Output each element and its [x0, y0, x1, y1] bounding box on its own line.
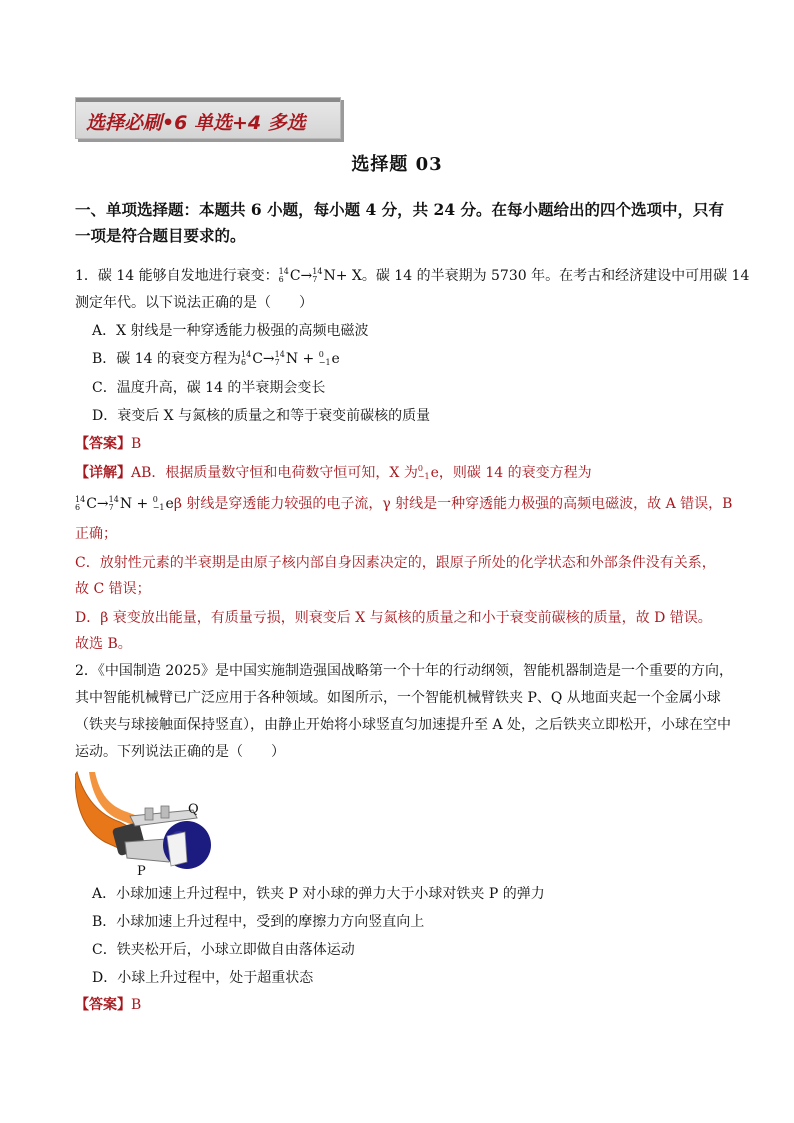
section-banner: [75, 97, 341, 139]
answer-value: B: [131, 436, 142, 452]
answer-label: 【答案】: [75, 997, 131, 1013]
eq-plus-x: + X: [335, 268, 362, 284]
q2-stem-line4: 运动。下列说法正确的是（ ）: [75, 744, 285, 760]
q1-option-a: A．X 射线是一种穿透能力极强的高频电磁波: [92, 323, 369, 339]
q1-option-b-text: B．碳 14 的衰变方程为: [92, 351, 242, 367]
q2-option-a: A．小球加速上升过程中，铁夹 P 对小球的弹力大于小球对铁夹 P 的弹力: [92, 886, 545, 902]
q1-answer: [75, 434, 141, 454]
q1-detail-line5: 故 C 错误；: [75, 581, 151, 597]
page-title: 选择题 03: [351, 154, 443, 175]
q2-option-d: D．小球上升过程中，处于超重状态: [92, 970, 314, 986]
robot-arm-illustration: [75, 770, 220, 880]
banner-text: 选择必刷•6 单选+4 多选: [86, 112, 306, 134]
detail-label: 【详解】: [75, 465, 131, 481]
figure-label-p: P: [137, 864, 146, 879]
section-heading-line1: 一、单项选择题：本题共 6 小题，每小题 4 分，共 24 分。在每小题给出的四个选项中，只有: [75, 200, 725, 219]
q1-option-d: D．衰变后 X 与氮核的质量之和等于衰变前碳核的质量: [92, 408, 431, 424]
figure-label-q: Q: [188, 802, 199, 817]
q2-answer: [75, 995, 141, 1015]
q1-detail-line7: 故选 B。: [75, 636, 132, 652]
q1-stem-line1: [75, 266, 749, 286]
q1-stem-line2: 测定年代。以下说法正确的是（ ）: [75, 295, 313, 311]
eq-n-nuclide: 14 7: [312, 267, 323, 284]
q2-option-c: C．铁夹松开后，小球立即做自由落体运动: [92, 942, 355, 958]
answer-value: B: [131, 997, 142, 1013]
q2-stem-line2: 其中智能机械臂已广泛应用于各种领域。如图所示，一个智能机械臂铁夹 P、Q 从地面夹起一个金属小球: [75, 690, 721, 706]
q1-detail-line4: C．放射性元素的半衰期是由原子核内部自身因素决定的，跟原子所处的化学状态和外部条件没有关系，: [75, 555, 716, 571]
q1-detail-line1: 【详解】AB．根据质量数守恒和电荷数守恒可知，X 为 0 −1 e，则碳 14 的衰变方程为: [75, 464, 592, 481]
answer-label: 【答案】: [75, 436, 131, 452]
q1-option-b: B．碳 14 的衰变方程为 14 6 C→ 14 7 N + 0 −1 e: [92, 350, 340, 367]
q1-detail-line6: D．β 衰变放出能量，有质量亏损，则衰变后 X 与氮核的质量之和小于衰变前碳核的质量，故 D 错误。: [75, 610, 712, 626]
eq-c-nuclide: 14 6: [278, 267, 289, 284]
q1-stem-text-b: 。碳 14 的半衰期为 5730 年。在考古和经济建设中可用碳 14: [361, 268, 750, 284]
q1-detail-line3: 正确；: [75, 526, 117, 542]
eq-arrow: →: [300, 268, 313, 284]
q1-option-c: C．温度升高，碳 14 的半衰期会变长: [92, 380, 326, 396]
q2-option-b: B．小球加速上升过程中，受到的摩擦力方向竖直向上: [92, 914, 425, 930]
section-heading-line2: 一项是符合题目要求的。: [75, 226, 246, 245]
robot-arm-figure: [75, 770, 220, 880]
eq-c-symbol: C: [289, 268, 301, 284]
q2-stem-line3: （铁夹与球接触面保持竖直），由静止开始将小球竖直匀加速提升至 A 处，之后铁夹立即松开，小球在空中: [75, 717, 732, 733]
q2-stem-line1: 2．《中国制造 2025》是中国实施制造强国战略第一个十年的行动纲领，智能机器制造是一个重要的方向，: [75, 663, 733, 679]
q1-detail-line2: 14 6 C→ 14 7 N + 0 −1 eβ 射线是穿透能力较强的电子流，γ 射线是一种穿透能力极强的高频电磁波，故 A 错误，B: [75, 495, 733, 512]
eq-n-symbol: N: [323, 268, 336, 284]
q1-stem-text-a: 1．碳 14 能够自发地进行衰变：: [75, 268, 279, 284]
